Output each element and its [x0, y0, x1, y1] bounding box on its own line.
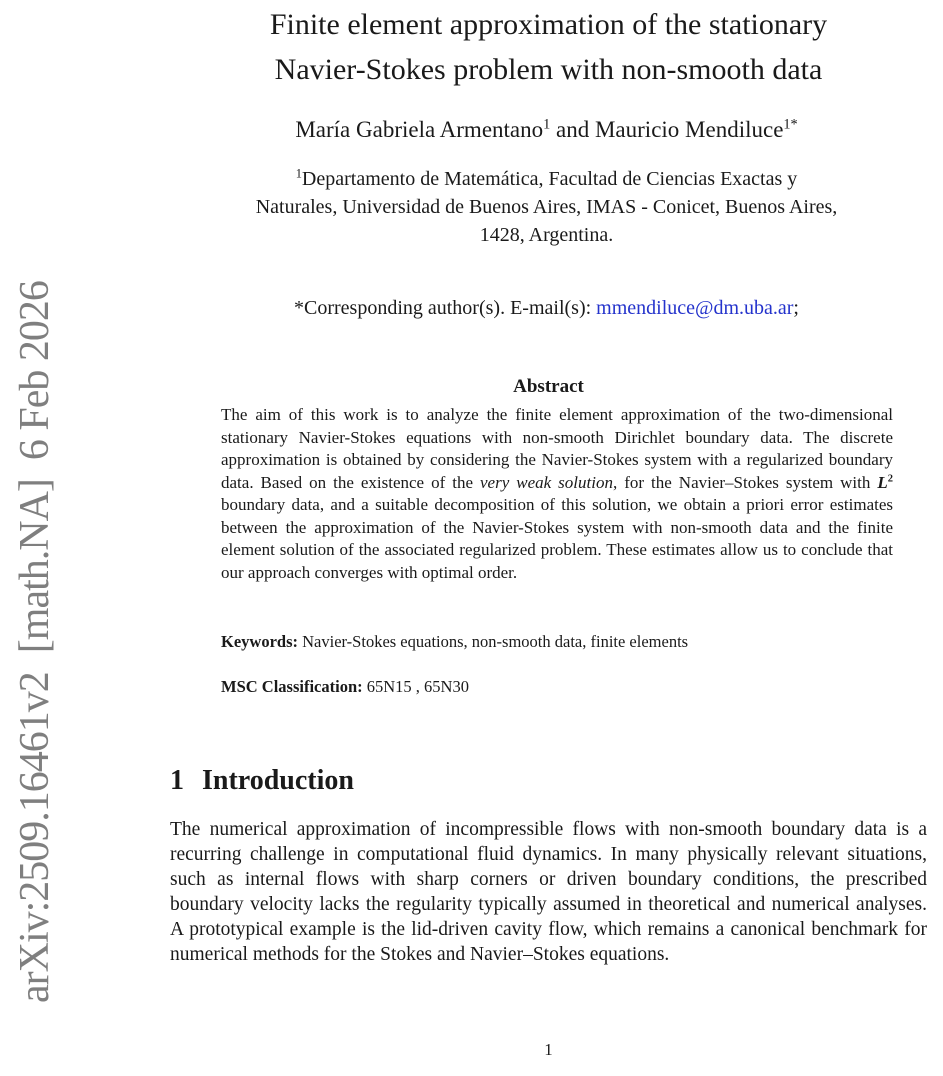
affiliation-mark: 1 [295, 166, 302, 181]
page-number: 1 [544, 1040, 553, 1059]
corresponding-suffix: ; [793, 297, 799, 319]
abstract-heading: Abstract [513, 376, 584, 397]
introduction-paragraph: The numerical approximation of incompressible flows with non-smooth boundary data is a recurring challenge in computational fluid dynamics. In many physically relevant situations, such as internal flows with sharp corners or driven boundary conditions, the prescribed boundary velocity lacks the regularity typically assumed in theoretical and numerical analyses. A prototypical example is the lid-driven cavity flow, which remains a canonical benchmark for numerical methods for the Stokes and Navier–Stokes equations. [170, 819, 927, 965]
abstract-text-3: boundary data, and a suitable decomposition of this solution, we obtain a priori error estimates between the approximation of the Navier-Stokes system with non-smooth data and the finite element solution of the associated regularized problem. These estimates allow us to conclude that our approach converges with optimal order. [221, 495, 893, 582]
arxiv-watermark: arXiv:2509.16461v2 [math.NA] 6 Feb 2026 [12, 281, 58, 1003]
paper-title [170, 2, 927, 92]
keywords-text: Navier-Stokes equations, non-smooth data, finite elements [298, 632, 689, 651]
msc-label: MSC Classification: [221, 677, 363, 696]
author-1-affiliation-mark: 1 [543, 116, 551, 133]
keywords-label: Keywords: [221, 632, 298, 651]
msc-text: 65N15 , 65N30 [362, 677, 469, 696]
affiliation-line3: 1428, Argentina. [479, 224, 614, 246]
corresponding-author-line [150, 297, 943, 320]
section-title: Introduction [202, 765, 354, 796]
email-link[interactable]: mmendiluce@dm.uba.ar [596, 297, 794, 319]
corresponding-prefix: *Corresponding author(s). E-mail(s): [294, 297, 597, 319]
l2-symbol: L [877, 472, 888, 492]
affiliation-block [150, 165, 943, 249]
abstract-text-2: , for the Navier–Stokes system with [612, 472, 878, 492]
authors-line [150, 117, 943, 143]
author-2: Mauricio Mendiluce [594, 117, 784, 142]
authors-connector: and [550, 117, 595, 142]
author-1: María Gabriela Armentano [295, 117, 544, 142]
paper-title-line2: Navier-Stokes problem with non-smooth data [274, 53, 823, 86]
msc-classification-line [221, 677, 911, 697]
author-2-affiliation-mark: 1* [783, 116, 798, 133]
section-number: 1 [170, 765, 184, 796]
abstract-italic-phrase: very weak solution [480, 472, 613, 492]
keywords-line [221, 632, 911, 652]
abstract-body [221, 404, 893, 584]
l2-exponent: 2 [887, 472, 893, 484]
affiliation-line2: Naturales, Universidad de Buenos Aires, IMAS - Conicet, Buenos Aires, [255, 196, 838, 218]
section-heading-introduction [170, 765, 354, 797]
abstract-text-1: The aim of this work is to analyze the finite element approximation of the two-dimensional stationary Navier-Stokes equations with non-smooth Dirichlet boundary data. The discrete approximation is obtained by considering the Navier-Stokes system with a regularized boundary data. Based on the existence of the [221, 405, 893, 492]
affiliation-line1: Departamento de Matemática, Facultad de Ciencias Exactas y [301, 168, 798, 190]
paper-title-line1: Finite element approximation of the stationary [269, 8, 828, 41]
